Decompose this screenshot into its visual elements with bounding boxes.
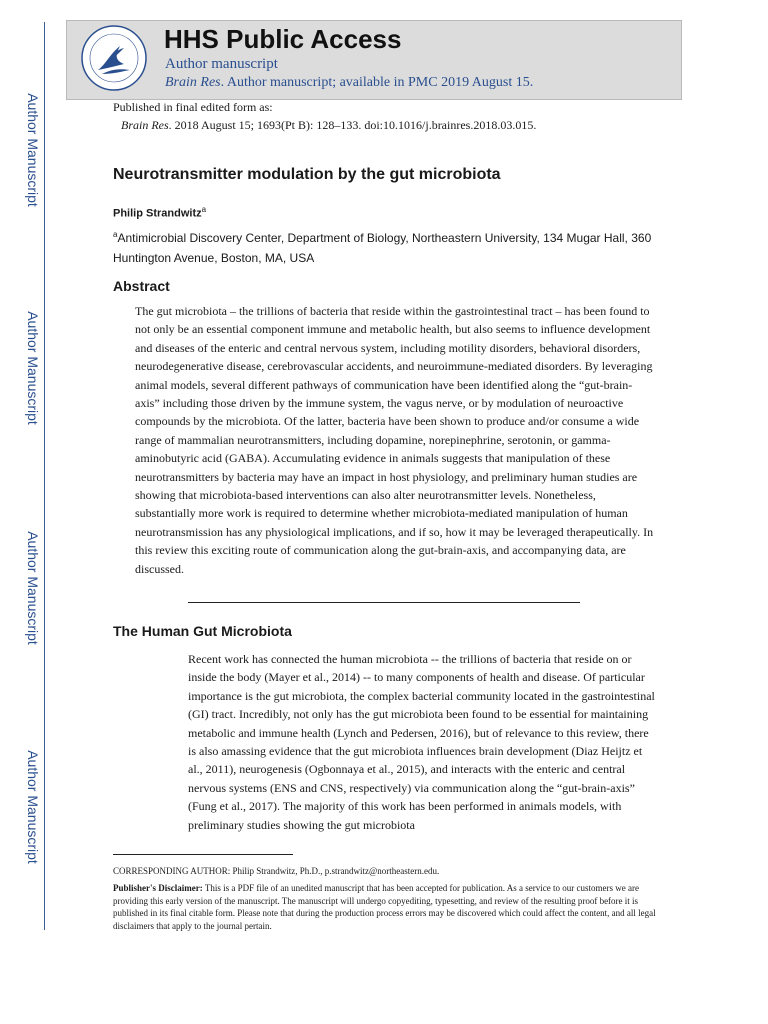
corresponding-author: CORRESPONDING AUTHOR: Philip Strandwitz, Ph.D., p.strandwitz@northeastern.edu. bbox=[113, 866, 440, 876]
citation-journal: Brain Res bbox=[121, 118, 169, 132]
citation: Brain Res. 2018 August 15; 1693(Pt B): 128–133. doi:10.1016/j.brainres.2018.03.015. bbox=[121, 118, 537, 132]
abstract-text: The gut microbiota – the trillions of bacteria that reside within the gastrointestinal tract – has been found to not only be an essential component immune and metabolic health, but also seems to influence development and diseases of the enteric and central nervous system, including motility disorders, behavioral disorders, neurodegenerative disease, cerebrovascular accidents, and neuroimmune-mediated disorders. By leveraging animal models, several different pathways of communication have been identified along the “gut-brain-axis” including those driven by the immune system, the vagus nerve, or by modulation of neuroactive compounds by the microbiota. Of the latter, bacteria have been shown to produce and/or consume a wide range of mammalian neurotransmitters, including dopamine, norepinephrine, serotonin, or gamma-aminobutyric acid (GABA). Accumulating evidence in animals suggests that manipulation of these neurotransmitters by bacteria may have an impact in host physiology, and preliminary human studies are showing that microbiota-based interventions can also alter neurotransmitter levels. Nonetheless, substantially more work is required to determine whether microbiota-mediated manipulation of human neurotransmission has any physiological implications, and if so, how it may be leveraged therapeutically. In this review this exciting route of communication along the gut-brain-axis, and accompanying data, are discussed. bbox=[135, 304, 654, 576]
margin-rule bbox=[44, 22, 45, 930]
final-form-label: Published in final edited form as: bbox=[113, 100, 273, 114]
margin-label-3: Author Manuscript bbox=[25, 531, 42, 645]
section-divider bbox=[188, 602, 580, 603]
margin-label-2: Author Manuscript bbox=[25, 311, 42, 425]
author-name: Philip Strandwitz$^a$ bbox=[113, 205, 207, 220]
section-body: Recent work has connected the human microbiota -- the trillions of bacteria that reside on or inside the body (Mayer et al., 2014) -- to many components of health and disease. Of particular importance is the gut microbiota, the complex bacterial community located in the gastrointestinal (GI) tract. Incredibly, not only has the gut microbiota been found to be essential for maintaining metabolic and immune health (Lynch and Pedersen, 2016), but of relevance to this review, there is also amassing evidence that the gut microbiota influences brain development (Diaz Heijtz et al., 2011), neurogenesis (Ogbonnaya et al., 2015), and interacts with the enteric and central nervous systems (ENS and CNS, respectively) via communication along the “gut-brain-axis” (Fung et al., 2017). The majority of this work has been performed in animals models, with preliminary studies showing the gut microbiota bbox=[188, 652, 655, 832]
author-affiliation: $^a$Antimicrobial Discovery Center, Department of Biology, Northeastern University, 134 Mugar Hall, 360 Huntington Avenue, Boston, MA, USA bbox=[113, 230, 652, 265]
footnote-rule bbox=[113, 854, 293, 855]
section-heading: The Human Gut Microbiota bbox=[113, 623, 292, 639]
pmc-availability: Brain Res. Author manuscript; available in PMC 2019 August 15. bbox=[165, 75, 534, 90]
publisher-disclaimer: Publisher's Disclaimer: This is a PDF file of an unedited manuscript that has been accepted for publication. As a service to our customers we are providing this early version of the manuscript. The manuscript will undergo copyediting, typesetting, and review of the resulting proof before it is published in its final citable form. Please note that during the production process errors may be discovered which could affect the content, and all legal disclaimers that apply to the journal pertain. bbox=[113, 883, 656, 931]
margin-label-4: Author Manuscript bbox=[25, 750, 42, 864]
abstract-heading: Abstract bbox=[113, 278, 170, 294]
hhs-eagle-logo-icon bbox=[80, 24, 148, 92]
journal-name: Brain Res bbox=[165, 75, 221, 90]
article-title: Neurotransmitter modulation by the gut microbiota bbox=[113, 166, 501, 183]
public-access-title: HHS Public Access bbox=[164, 24, 402, 54]
margin-label-1: Author Manuscript bbox=[25, 93, 42, 207]
author-manuscript-label: Author manuscript bbox=[165, 56, 278, 72]
